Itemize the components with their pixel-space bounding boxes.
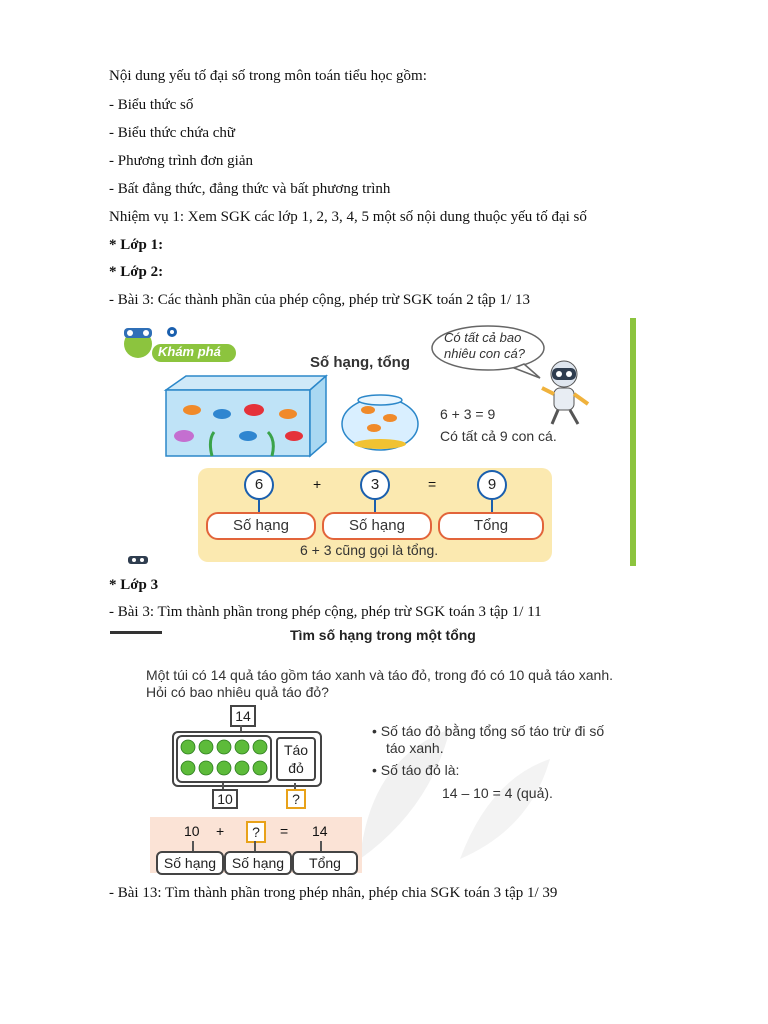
intro-text: Nội dung yếu tố đại số trong môn toán tiểu học gồm:	[109, 68, 427, 84]
list-item: - Bất đẳng thức, đẳng thức và bất phương trình	[109, 181, 391, 197]
eq-number: 10	[184, 823, 200, 839]
calc-text: 14 – 10 = 4 (quả).	[442, 785, 553, 801]
term-label: Số hạng	[206, 512, 316, 540]
number-circle: 3	[360, 470, 390, 500]
explore-badge-label: Khám phá	[158, 344, 221, 359]
lesson-text: - Bài 13: Tìm thành phần trong phép nhân, phép chia SGK toán 3 tập 1/ 39	[109, 885, 558, 901]
figure-addition-terms	[110, 318, 636, 566]
green-apples-icon	[180, 738, 268, 778]
connector-line	[254, 841, 256, 851]
unknown-box: ?	[286, 789, 306, 809]
connector-line	[192, 841, 194, 851]
equals-sign: =	[280, 823, 289, 839]
term-label: Tổng	[292, 851, 358, 875]
grade-heading: * Lớp 3	[109, 577, 159, 593]
red-apples-box	[276, 737, 316, 781]
unknown-box: ?	[246, 821, 266, 843]
list-item: - Biểu thức chứa chữ	[109, 125, 236, 141]
number-circle: 6	[244, 470, 274, 500]
total-box: 14	[230, 705, 256, 727]
grade-heading: * Lớp 1:	[109, 237, 164, 253]
answer-text: Có tất cả 9 con cá.	[440, 428, 557, 444]
red-box-text: đỏ	[288, 760, 304, 776]
connector-line	[320, 841, 322, 851]
bullet-text: • Số táo đỏ bằng tổng số táo trừ đi số	[372, 723, 605, 739]
equation-text: 6 + 3 = 9	[440, 406, 496, 422]
note-text: 6 + 3 cũng gọi là tổng.	[300, 542, 439, 558]
grade-heading: * Lớp 2:	[109, 264, 164, 280]
robot-icon	[538, 358, 598, 428]
term-label: Tổng	[438, 512, 544, 540]
green-count-box: 10	[212, 789, 238, 809]
list-item: - Biểu thức số	[109, 97, 194, 113]
bullet-text: táo xanh.	[386, 740, 444, 756]
figure-title: Tìm số hạng trong một tổng	[290, 627, 476, 643]
plus-sign: +	[313, 476, 322, 492]
list-item: - Phương trình đơn giản	[109, 153, 253, 169]
speech-text: Có tất cả bao nhiêu con cá?	[444, 330, 525, 361]
eq-number: 14	[312, 823, 328, 839]
lesson-text: - Bài 3: Tìm thành phần trong phép cộng, phép trừ SGK toán 3 tập 1/ 11	[109, 604, 542, 620]
figure-title: Số hạng, tổng	[310, 354, 410, 371]
divider	[110, 631, 162, 634]
equals-sign: =	[428, 476, 437, 492]
term-label: Số hạng	[156, 851, 224, 875]
number-circle: 9	[477, 470, 507, 500]
figure-find-addend	[110, 625, 650, 875]
problem-line: Hỏi có bao nhiêu quả táo đỏ?	[146, 684, 329, 700]
plus-sign: +	[216, 823, 225, 839]
explore-badge	[116, 322, 256, 362]
robot-small-icon	[126, 554, 150, 566]
term-label: Số hạng	[322, 512, 432, 540]
task-text: Nhiệm vụ 1: Xem SGK các lớp 1, 2, 3, 4, 5 một số nội dung thuộc yếu tố đại số	[109, 209, 587, 225]
red-box-text: Táo	[283, 742, 309, 758]
problem-line: Một túi có 14 quả táo gồm táo xanh và táo đỏ, trong đó có 10 quả táo xanh.	[146, 667, 613, 683]
lesson-text: - Bài 3: Các thành phần của phép cộng, phép trừ SGK toán 2 tập 1/ 13	[109, 292, 530, 308]
fishbowl-icon	[338, 388, 422, 452]
term-label: Số hạng	[224, 851, 292, 875]
bullet-text: • Số táo đỏ là:	[372, 762, 460, 778]
aquarium-icon	[162, 374, 330, 458]
